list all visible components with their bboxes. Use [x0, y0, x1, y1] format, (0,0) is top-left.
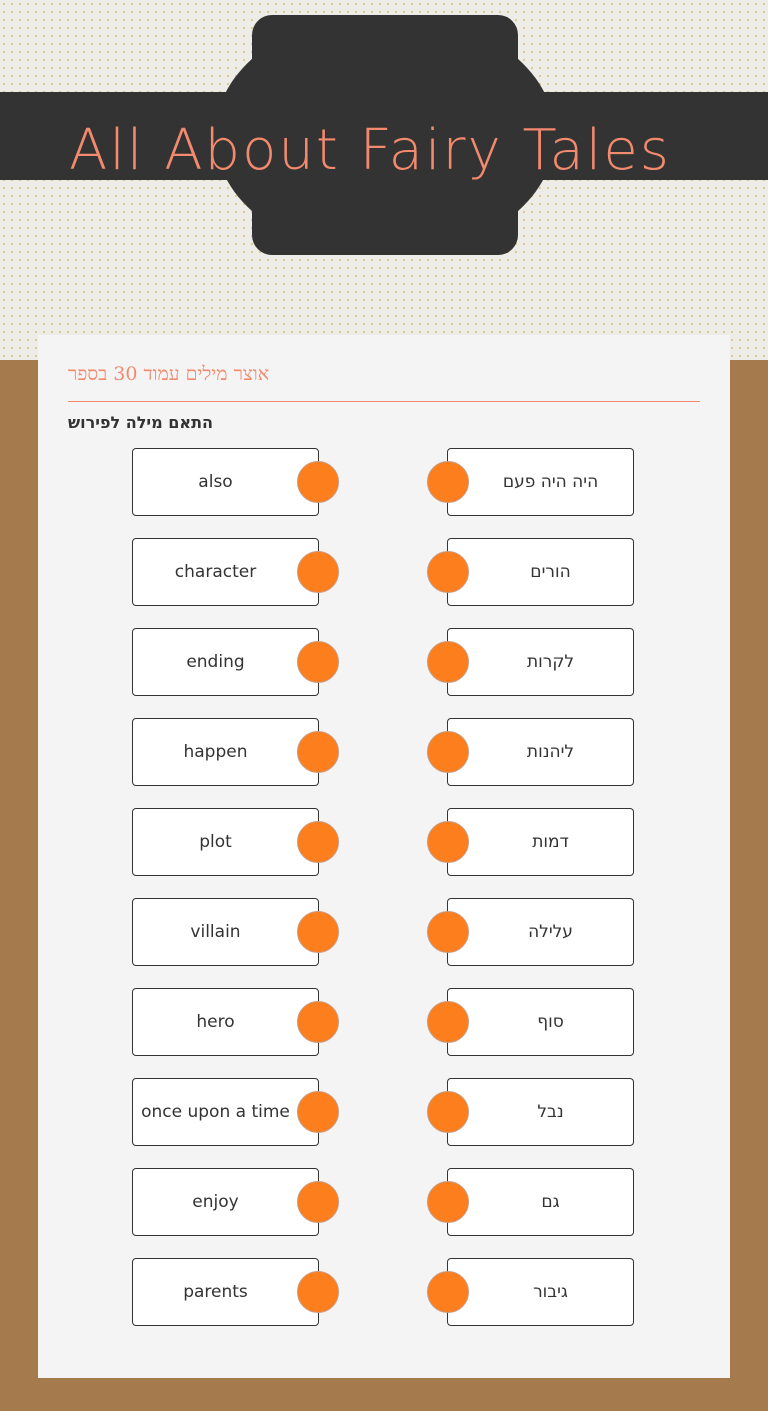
- instruction: התאם מילה לפירוש: [68, 413, 213, 432]
- match-item-right[interactable]: [447, 628, 634, 696]
- match-item-right[interactable]: [447, 448, 634, 516]
- match-item-label: also: [198, 472, 233, 492]
- match-item-label: hero: [196, 1012, 235, 1032]
- match-item-label: עלילה: [528, 922, 573, 942]
- match-item-label: הורים: [530, 562, 571, 582]
- match-connector-left[interactable]: [297, 1001, 339, 1043]
- match-item-left[interactable]: [132, 898, 319, 966]
- match-item-label: ליהנות: [526, 742, 575, 762]
- match-connector-right[interactable]: [427, 731, 469, 773]
- match-item-left[interactable]: [132, 808, 319, 876]
- match-item-label: היה היה פעם: [502, 472, 599, 492]
- match-item-label: plot: [199, 832, 232, 852]
- header-background: [0, 0, 768, 360]
- match-item-label: enjoy: [192, 1192, 239, 1212]
- match-connector-right[interactable]: [427, 1181, 469, 1223]
- match-connector-right[interactable]: [427, 911, 469, 953]
- match-connector-left[interactable]: [297, 1181, 339, 1223]
- match-connector-left[interactable]: [297, 1271, 339, 1313]
- match-item-label: סוף: [537, 1012, 564, 1032]
- match-connector-right[interactable]: [427, 1091, 469, 1133]
- worksheet-subtitle: אוצר מילים עמוד 30 בספר: [68, 363, 270, 385]
- match-item-label: ending: [186, 652, 245, 672]
- match-item-right[interactable]: [447, 1258, 634, 1326]
- match-connector-right[interactable]: [427, 461, 469, 503]
- match-connector-left[interactable]: [297, 821, 339, 863]
- match-item-label: character: [174, 562, 257, 582]
- match-item-right[interactable]: [447, 898, 634, 966]
- match-connector-left[interactable]: [297, 1091, 339, 1133]
- match-item-left[interactable]: [132, 1258, 319, 1326]
- match-connector-left[interactable]: [297, 641, 339, 683]
- match-connector-right[interactable]: [427, 551, 469, 593]
- match-item-label: happen: [183, 742, 248, 762]
- match-connector-right[interactable]: [427, 1001, 469, 1043]
- match-item-label: once upon a time: [141, 1102, 290, 1122]
- match-item-left[interactable]: [132, 628, 319, 696]
- match-item-left[interactable]: [132, 538, 319, 606]
- match-item-label: parents: [183, 1282, 248, 1302]
- match-connector-left[interactable]: [297, 731, 339, 773]
- match-connector-right[interactable]: [427, 641, 469, 683]
- match-item-left[interactable]: [132, 718, 319, 786]
- match-connector-left[interactable]: [297, 461, 339, 503]
- match-item-right[interactable]: [447, 988, 634, 1056]
- page-title: All About Fairy Tales: [69, 118, 671, 183]
- match-connector-left[interactable]: [297, 911, 339, 953]
- match-item-label: נבל: [537, 1102, 564, 1122]
- match-item-label: לקרות: [526, 652, 575, 672]
- match-connector-right[interactable]: [427, 1271, 469, 1313]
- match-item-label: דמות: [532, 832, 569, 852]
- match-item-label: villain: [190, 922, 241, 942]
- match-connector-right[interactable]: [427, 821, 469, 863]
- match-item-left[interactable]: [132, 1078, 319, 1146]
- match-item-right[interactable]: [447, 538, 634, 606]
- match-connector-left[interactable]: [297, 551, 339, 593]
- match-item-right[interactable]: [447, 718, 634, 786]
- match-item-label: גיבור: [533, 1282, 568, 1302]
- match-item-right[interactable]: [447, 808, 634, 876]
- match-item-right[interactable]: [447, 1168, 634, 1236]
- divider: [68, 401, 700, 402]
- match-item-left[interactable]: [132, 448, 319, 516]
- worksheet-card: [38, 335, 730, 1378]
- match-item-left[interactable]: [132, 1168, 319, 1236]
- match-item-label: גם: [541, 1192, 560, 1212]
- match-item-right[interactable]: [447, 1078, 634, 1146]
- match-item-left[interactable]: [132, 988, 319, 1056]
